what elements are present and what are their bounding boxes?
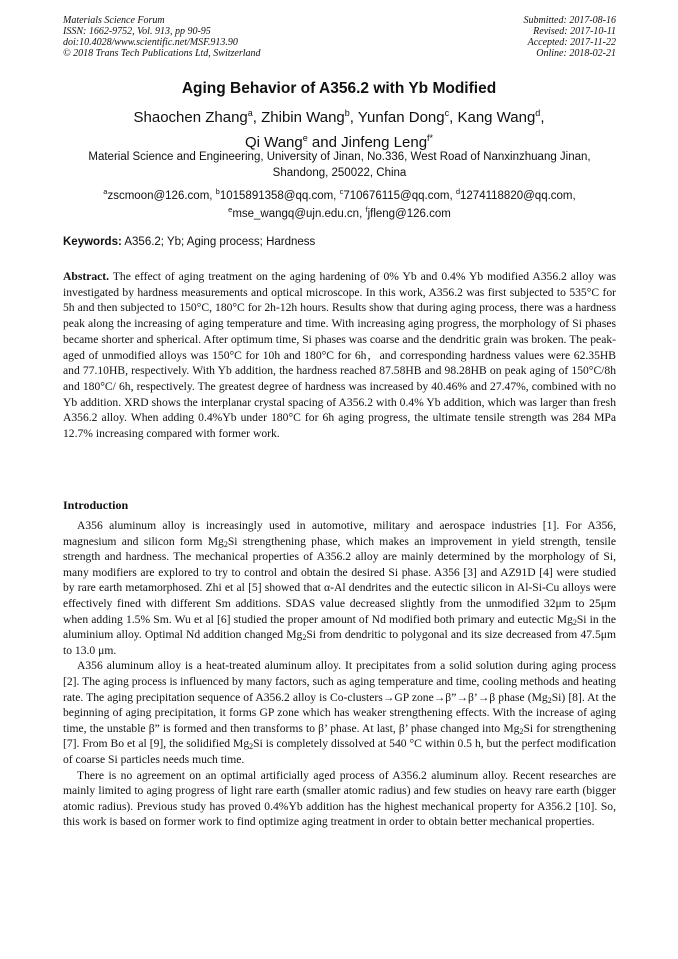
email-address: jfleng@126.com xyxy=(367,208,451,221)
author-list: Shaochen Zhang$^a$, Zhibin Wang$^b$, Yunfan Dong$^c$, Kang Wang$^d$, Qi Wang$^e$ and Jinfeng Leng$^{f*}$ xyxy=(133,108,545,151)
subscript: 2 xyxy=(249,742,254,752)
text-run: Si in the aluminium alloy. Optimal Nd addition changed Mg xyxy=(63,612,616,642)
revised-date: Revised: 2017-10-11 xyxy=(533,26,616,37)
text-run: Si strengthening phase, which makes an improvement in yield strength, tensile strength and hardness. The mechanical properties of A356.2 alloy are mainly determined by the morphology of Si, many modifiers are explored to try to control and obtain the desired Si phase. A356 [3] and AZ91D [4] were studied by rare earth metamorphosed. Zhi et al [5] showed that α-Al dendrites and the eutectic silicon in Al-Si-Cu alloys were effectively fined with different Sm additions. SDAS value decreased slightly from the unmodified 32μm to 25μm when adding 1.5% Sm. Wu et al [6] studied the proper amount of Nd modified both primary and eutectic Mg xyxy=(63,534,617,626)
abstract xyxy=(63,269,616,442)
subscript: 2 xyxy=(547,695,552,705)
author-superscript: d xyxy=(535,108,541,118)
section-heading-introduction: Introduction xyxy=(63,498,129,512)
email-superscript: e xyxy=(228,205,233,215)
email-superscript: c xyxy=(339,187,344,196)
email-superscript: d xyxy=(455,187,461,196)
author-superscript: f* xyxy=(427,133,434,143)
paragraph xyxy=(63,518,616,658)
author-superscript: b xyxy=(344,108,350,118)
keywords-label: Keywords: xyxy=(63,236,122,248)
email-superscript: a xyxy=(103,187,108,196)
subscript: 2 xyxy=(572,617,577,627)
author-name: Kang Wang xyxy=(457,109,536,126)
paragraph: There is no agreement on an optimal artificially aged process of A356.2 aluminum alloy. Recent researches are mainly limited to aging progress of light rare earth (smaller atomic radius) and few studies on heavy rare earth (bigger atomic radius). Previous study has proved 0.4%Yb addition has the highest mechanical property for A356.2 [10]. So, this work is based on former work to find optimize aging treatment in order to obtain better mechanical properties. xyxy=(63,768,616,829)
journal-name: Materials Science Forum xyxy=(63,15,165,26)
accepted-date: Accepted: 2017-11-22 xyxy=(527,37,616,48)
keywords xyxy=(63,236,616,248)
journal-info xyxy=(63,15,261,59)
text-run: Si is completely dissolved at 540 °C within 0.5 h, but the perfect modification of coarse Si particles needs much time. xyxy=(63,737,616,766)
copyright-line: © 2018 Trans Tech Publications Ltd, Switzerland xyxy=(63,48,261,59)
abstract-label: Abstract. xyxy=(63,270,110,283)
abstract-text: The effect of aging treatment on the aging hardening of 0% Yb and 0.4% Yb modified A356.2 alloy was investigated by hardness measurements and optical microscope. In this work, A356.2 was first subjected to 535°C for 5h and then subjected to 150°C, 180°C for 2h-12h hours. Results show that during aging process, there was a hardness peak along the increasing of aging temperature and time. With increasing aging progress, the morphology of Si phases became shorter and spherical. After optimum time, Si phases was coarse and the dendritic grain was broken. The peak-aged of unmodified alloys was 150°C for 10h and 180°C for 6h，and corresponding hardness values were 62.35HB and 77.10HB, respectively. With Yb addition, the hardness reached 87.58HB and 98.28HB on peak aging of 150°C/8h and 180°C/ 6h, respectively. The greatest degree of hardness was increased by 40.46% and 27.47%, combined with no Yb addition. XRD shows the interplanar crystal spacing of A356.2 with 0.4% Yb addition, which was larger than fresh A356.2 alloy. When adding 0.4%Yb under 180°C for 6h aging progress, the ultimate tensile strength was 284 MPa 12.7% increasing compared with former work. xyxy=(63,270,616,441)
email-address: 710676115@qq.com, xyxy=(343,189,453,202)
submission-dates xyxy=(524,15,617,59)
text-run: A356 aluminum alloy is increasingly used in automotive, military and aerospace industries [1]. For A356, magnesium and silicon form Mg xyxy=(63,519,616,548)
email-address: zscmoon@126.com, xyxy=(107,189,213,202)
text-run: Si from dendritic to polygonal and its size decreased from 47.5μm to 13.0 μm. xyxy=(63,628,616,657)
introduction-body xyxy=(63,518,616,830)
author-name: Qi Wang xyxy=(244,134,303,151)
text-run: Si) [8]. At the beginning of aging precipitation, it forms GP zone which has weaker strengthening effects. With the increase of aging time, the unstable β” is formed and then transforms to β’ phase. At last, β’ phase changed into Mg xyxy=(63,690,617,735)
text-run: A356 aluminum alloy is a heat-treated aluminum alloy. It precipitates from a solid solution during aging process [2]. The aging process is influenced by many factors, such as aging temperature and time, cooling methods and heating rate. The aging precipitation sequence of A356.2 alloy is Co-clusters→GP zone→β”→β’→β phase (Mg xyxy=(63,659,616,704)
author-superscript: c xyxy=(444,108,450,118)
email-address: 1015891358@qq.com, xyxy=(219,189,337,202)
subscript: 2 xyxy=(519,726,524,736)
subscript: 2 xyxy=(302,633,307,643)
email-address: mse_wangq@ujn.edu.cn, xyxy=(232,208,363,221)
keywords-text: A356.2; Yb; Aging process; Hardness xyxy=(124,236,316,248)
affiliation: Material Science and Engineering, University of Jinan, No.336, West Road of Nanxinzhuang Jinan, Shandong, 250022, China xyxy=(88,151,591,179)
paper-title: Aging Behavior of A356.2 with Yb Modified xyxy=(181,80,497,97)
author-name: Jinfeng Leng xyxy=(341,134,428,151)
author-name: Shaochen Zhang xyxy=(133,109,248,126)
email-superscript: f xyxy=(365,205,368,215)
paragraph xyxy=(63,658,616,767)
issn-line: ISSN: 1662-9752, Vol. 913, pp 90-95 xyxy=(63,26,211,37)
text-run: Si for strengthening [7]. From Bo et al [9], the solidified Mg xyxy=(63,721,616,751)
email-superscript: b xyxy=(215,187,220,196)
email-list xyxy=(63,185,616,222)
journal-header xyxy=(63,15,616,59)
author-name: Yunfan Dong xyxy=(357,109,445,126)
author-superscript: e xyxy=(302,133,308,143)
submitted-date: Submitted: 2017-08-16 xyxy=(523,15,616,26)
subscript: 2 xyxy=(223,539,228,549)
author-superscript: a xyxy=(247,108,253,118)
author-name: Zhibin Wang xyxy=(261,109,345,126)
online-date: Online: 2018-02-21 xyxy=(536,48,616,59)
email-address: 1274118820@qq.com, xyxy=(460,189,576,202)
doi-line: doi:10.4028/www.scientific.net/MSF.913.90 xyxy=(63,37,238,48)
